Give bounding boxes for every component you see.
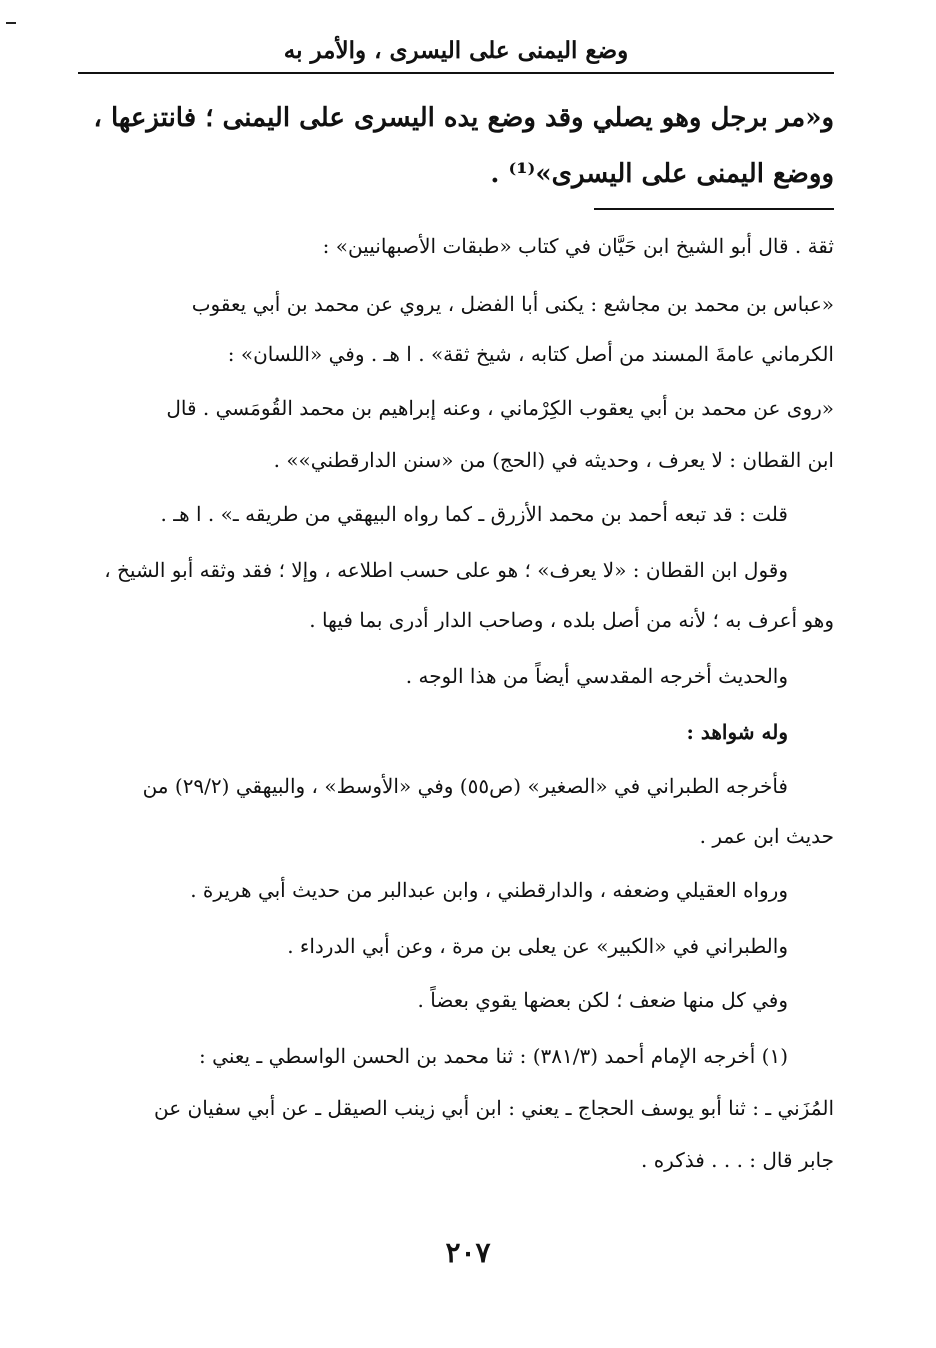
body-line: الكرماني عامةَ المسند من أصل كتابه ، شيخ ثقة» . ا هـ . وفي «اللسان» :: [227, 342, 834, 366]
running-header: وضع اليمنى على اليسرى ، والأمر به: [283, 37, 629, 64]
body-line: وقول ابن القطان : «لا يعرف» ؛ هو على حسب اطلاعه ، وإلا ؛ فقد وثقه أبو الشيخ ،: [104, 558, 788, 582]
section-heading: وله شواهد :: [686, 720, 788, 744]
body-line: ابن القطان : لا يعرف ، وحديثه في (الحج) من «سنن الدارقطني»» .: [273, 448, 834, 472]
corner-mark: [6, 22, 16, 24]
body-line: قلت : قد تبعه أحمد بن محمد الأزرق ـ كما رواه البيهقي من طريقه ـ» . ا هـ .: [160, 502, 788, 526]
body-line: والحديث أخرجه المقدسي أيضاً من هذا الوجه .: [405, 664, 788, 688]
header-rule: [78, 72, 834, 74]
body-line: فأخرجه الطبراني في «الصغير» (ص٥٥) وفي «الأوسط» ، والبيهقي (٢٩/٢) من: [142, 774, 788, 798]
body-line: والطبراني في «الكبير» عن يعلى بن مرة ، وعن أبي الدرداء .: [287, 934, 788, 958]
body-line: «عباس بن محمد بن مجاشع : يكنى أبا الفضل ، يروي عن محمد بن أبي يعقوب: [191, 292, 834, 316]
body-line: وفي كل منها ضعف ؛ لكن بعضها يقوي بعضاً .: [417, 988, 788, 1012]
hadith-line: و«مر برجل وهو يصلي وقد وضع يده اليسرى على اليمنى ؛ فانتزعها ،: [93, 103, 834, 133]
body-line: وهو أعرف به ؛ لأنه من أصل بلده ، وصاحب الدار أدرى بما فيها .: [309, 608, 834, 632]
hadith-line: ووضع اليمنى على اليسرى»⁽¹⁾ .: [490, 159, 834, 189]
footnote-line: جابر قال : . . . فذكره .: [640, 1148, 834, 1172]
body-line: ثقة . قال أبو الشيخ ابن حَيَّان في كتاب «طبقات الأصبهانيين» :: [322, 234, 834, 258]
separator-rule: [594, 208, 834, 210]
page-number: ٢٠٧: [445, 1236, 491, 1269]
body-line: «روى عن محمد بن أبي يعقوب الكِرْماني ، وعنه إبراهيم بن محمد القُومَسي . قال: [166, 396, 834, 420]
body-line: حديث ابن عمر .: [699, 824, 834, 848]
footnote-line: (١) أخرجه الإمام أحمد (٣٨١/٣) : ثنا محمد بن الحسن الواسطي ـ يعني :: [199, 1044, 788, 1068]
footnote-line: المُزَني ـ : ثنا أبو يوسف الحجاج ـ يعني : ابن أبي زينب الصيقل ـ عن أبي سفيان عن: [153, 1096, 834, 1120]
hadith-text: [78, 90, 834, 202]
body-line: ورواه العقيلي وضعفه ، والدارقطني ، وابن عبدالبر من حديث أبي هريرة .: [190, 878, 788, 902]
